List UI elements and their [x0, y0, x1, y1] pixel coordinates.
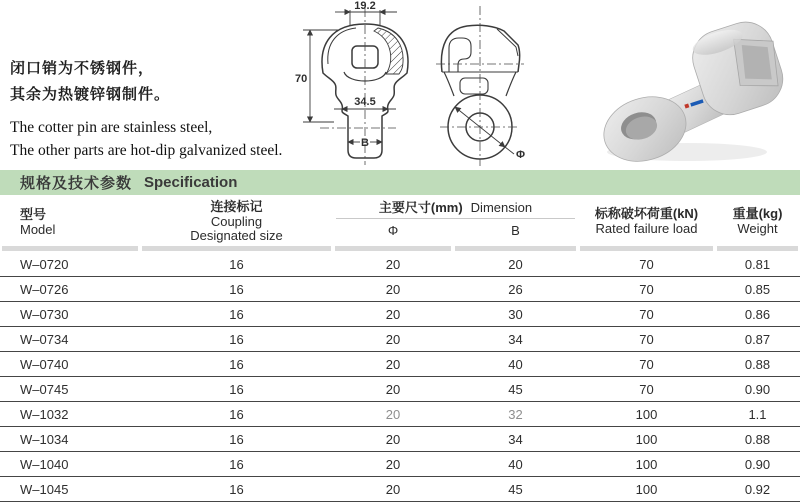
cell-coupling: 16: [229, 381, 244, 397]
header-model-en: Model: [20, 222, 56, 237]
cell-load: 70: [639, 281, 654, 297]
cell-load: 100: [635, 406, 658, 422]
header-coupling-en1: Coupling: [210, 213, 263, 229]
header-coupling-en2: Designated size: [190, 228, 283, 243]
cell-b: 45: [508, 481, 523, 497]
cell-coupling: 16: [229, 481, 244, 497]
note-zh-2: 其余为热镀锌钢制件。: [10, 86, 171, 103]
cell-phi: 20: [385, 256, 401, 272]
dim-label-phi: Φ: [516, 149, 526, 161]
cell-phi: 20: [385, 306, 401, 322]
cell-b: 40: [508, 356, 523, 372]
cell-coupling: 16: [229, 431, 244, 447]
cell-phi: 20: [385, 481, 401, 497]
table-row: [0, 377, 800, 402]
cell-b: 20: [508, 256, 523, 272]
cell-weight: 0.88: [744, 356, 771, 372]
note-en-2: The other parts are hot-dip galvanized steel.: [10, 142, 283, 159]
header-coupling-zh: 连接标记: [210, 199, 263, 214]
cell-weight: 0.87: [744, 331, 771, 347]
note-zh-1: 闭口销为不锈钢件，: [10, 60, 155, 77]
section-title-en: Specification: [144, 174, 238, 191]
dim-label-b: B: [361, 137, 369, 149]
top-section: [0, 0, 800, 170]
cell-phi: 20: [385, 456, 401, 472]
cell-phi: 20: [385, 356, 401, 372]
cell-b: 32: [508, 406, 523, 422]
center-lines-side: [436, 6, 524, 166]
note-en-1: The cotter pin are stainless steel,: [10, 119, 213, 136]
cell-load: 70: [639, 256, 654, 272]
cell-model: W–0745: [20, 381, 69, 397]
material-notes: [10, 56, 282, 162]
cell-load: 100: [635, 431, 658, 447]
cell-weight: 0.86: [744, 306, 771, 322]
table-row: [0, 427, 800, 452]
section-header: [0, 170, 800, 195]
cell-b: 40: [508, 456, 523, 472]
table-row: [0, 327, 800, 352]
cell-model: W–0740: [20, 356, 69, 372]
cell-phi: 20: [385, 406, 401, 422]
header-load-en: Rated failure load: [595, 221, 698, 236]
cell-load: 70: [639, 331, 654, 347]
header-sub-b: B: [511, 223, 520, 238]
header-weight-en: Weight: [737, 221, 778, 236]
cell-phi: 20: [385, 331, 401, 347]
spec-table-body: [0, 252, 800, 502]
cell-weight: 0.90: [744, 456, 771, 472]
table-row: [0, 352, 800, 377]
cell-coupling: 16: [229, 306, 244, 322]
dim-label-70: 70: [295, 73, 308, 85]
cell-weight: 0.85: [744, 281, 771, 297]
cell-b: 34: [508, 331, 523, 347]
cell-weight: 0.90: [744, 381, 771, 397]
cell-coupling: 16: [229, 331, 244, 347]
table-header: [0, 195, 800, 246]
cell-weight: 1.1: [748, 406, 767, 422]
cell-weight: 0.92: [744, 481, 771, 497]
header-dimension-zh: 主要尺寸(mm): [378, 200, 463, 215]
table-row: [0, 252, 800, 277]
cell-model: W–0726: [20, 281, 69, 297]
cell-coupling: 16: [229, 281, 244, 297]
table-row: [0, 452, 800, 477]
cell-model: W–0720: [20, 256, 69, 272]
cell-b: 30: [508, 306, 523, 322]
cell-phi: 20: [385, 431, 401, 447]
cell-model: W–1045: [20, 481, 69, 497]
section-title-zh: 规格及技术参数: [20, 175, 133, 192]
header-dimension-en: Dimension: [470, 200, 533, 215]
cell-model: W–0730: [20, 306, 69, 322]
cell-phi: 20: [385, 281, 401, 297]
cell-load: 100: [635, 456, 658, 472]
cell-load: 70: [639, 356, 654, 372]
header-model-zh: 型号: [20, 207, 47, 222]
cell-coupling: 16: [229, 406, 244, 422]
technical-drawing: [290, 0, 570, 170]
cell-b: 26: [508, 281, 523, 297]
header-sub-phi: Φ: [387, 223, 399, 238]
cell-model: W–1040: [20, 456, 69, 472]
cell-load: 70: [639, 306, 654, 322]
header-load-zh: 标称破坏荷重(kN): [594, 206, 699, 221]
table-row: [0, 402, 800, 427]
cell-phi: 20: [385, 381, 401, 397]
header-weight-zh: 重量(kg): [732, 206, 783, 221]
cell-model: W–0734: [20, 331, 69, 347]
cell-load: 70: [639, 381, 654, 397]
cell-model: W–1032: [20, 406, 69, 422]
side-view-outline: [441, 25, 519, 159]
cell-weight: 0.88: [744, 431, 771, 447]
cell-load: 100: [635, 481, 658, 497]
cell-b: 45: [508, 381, 523, 397]
cell-weight: 0.81: [744, 256, 771, 272]
dim-label-34-5: 34.5: [354, 96, 376, 108]
dim-label-19-2: 19.2: [354, 0, 376, 12]
table-row: [0, 277, 800, 302]
cell-b: 34: [508, 431, 523, 447]
cell-coupling: 16: [229, 456, 244, 472]
table-row: [0, 477, 800, 502]
cell-coupling: 16: [229, 256, 244, 272]
cell-model: W–1034: [20, 431, 69, 447]
cell-coupling: 16: [229, 356, 244, 372]
table-row: [0, 302, 800, 327]
product-photo: [582, 2, 794, 168]
